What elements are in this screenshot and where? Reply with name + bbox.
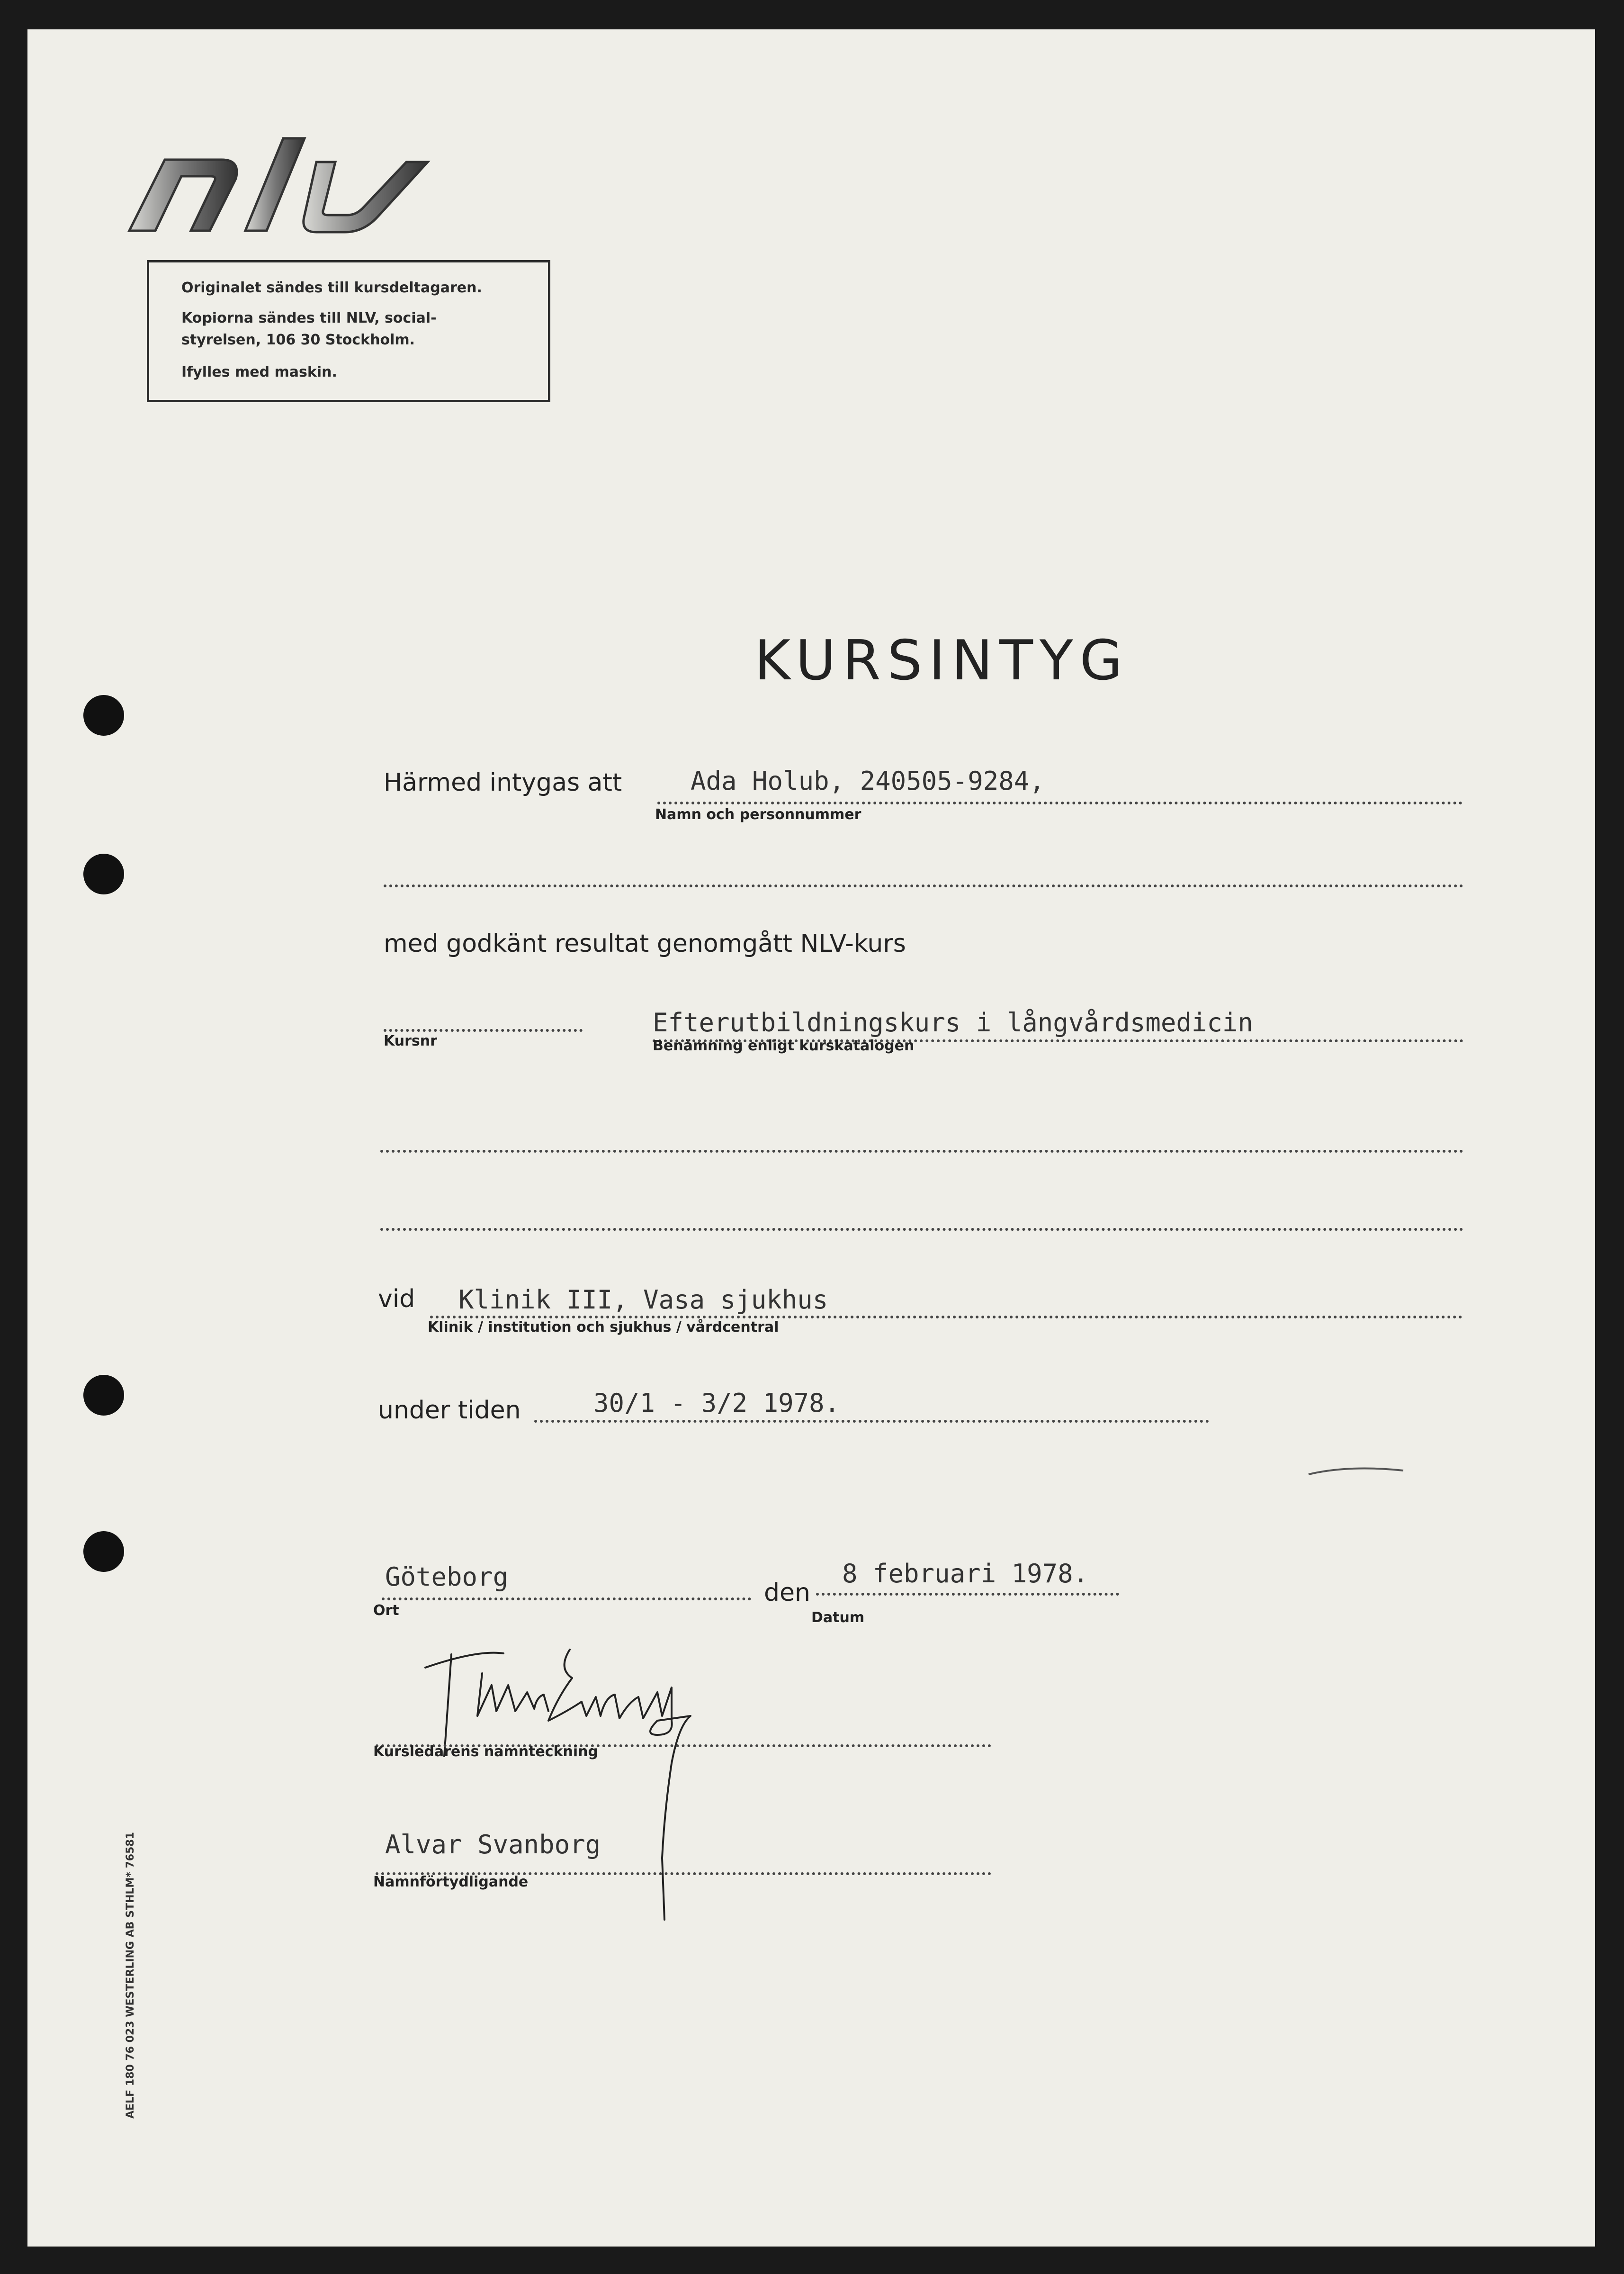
den-label: den xyxy=(764,1579,810,1607)
place-caption: Ort xyxy=(373,1602,399,1619)
period-value: 30/1 - 3/2 1978. xyxy=(593,1388,840,1418)
binder-hole-1 xyxy=(83,695,124,736)
binder-hole-4 xyxy=(83,1531,124,1572)
location-line xyxy=(430,1316,1462,1318)
name-line xyxy=(657,802,1462,804)
instruction-line-1: Originalet sändes till kursdeltagaren. xyxy=(181,280,482,296)
side-print: AELF 180 76 023 WESTERLING AB STHLM* 76581 xyxy=(125,1832,136,2119)
document-sheet xyxy=(27,29,1595,2247)
course-name-value: Efterutbildningskurs i långvårdsmedicin xyxy=(653,1008,1253,1038)
course-name-caption: Benämning enligt kurskatalogen xyxy=(653,1038,915,1054)
name-value: Ada Holub, 240505-9284, xyxy=(691,766,1045,796)
clarification-caption: Namnförtydligande xyxy=(373,1874,529,1890)
clarification-value: Alvar Svanborg xyxy=(385,1830,601,1859)
location-caption: Klinik / institution och sjukhus / vårdcentral xyxy=(428,1319,779,1336)
instruction-line-2: Kopiorna sändes till NLV, social- xyxy=(181,310,437,326)
date-value: 8 februari 1978. xyxy=(842,1559,1089,1588)
place-line xyxy=(382,1597,751,1600)
course-line-3 xyxy=(380,1228,1463,1231)
name-line-2 xyxy=(384,884,1463,887)
binder-hole-2 xyxy=(83,854,124,894)
date-caption: Datum xyxy=(811,1609,865,1626)
passed-text: med godkänt resultat genomgått NLV-kurs xyxy=(384,929,906,958)
period-line xyxy=(534,1420,1209,1423)
document-title: KURSINTYG xyxy=(754,629,1129,693)
course-number-caption: Kursnr xyxy=(384,1033,437,1049)
course-number-line xyxy=(384,1029,583,1032)
signature-caption: Kursledarens namnteckning xyxy=(373,1743,598,1760)
name-caption: Namn och personnummer xyxy=(655,806,861,823)
instruction-line-3: styrelsen, 106 30 Stockholm. xyxy=(181,332,415,348)
nlv-logo xyxy=(120,124,461,238)
instruction-line-4: Ifylles med maskin. xyxy=(181,364,337,380)
date-line xyxy=(816,1593,1119,1596)
instruction-box xyxy=(147,260,550,402)
location-label: vid xyxy=(378,1285,415,1313)
binder-hole-3 xyxy=(83,1375,124,1416)
location-value: Klinik III, Vasa sjukhus xyxy=(458,1285,828,1315)
place-value: Göteborg xyxy=(385,1562,509,1592)
period-label: under tiden xyxy=(378,1396,521,1425)
pen-mark xyxy=(1306,1460,1410,1479)
course-line-2 xyxy=(380,1150,1463,1153)
certify-label: Härmed intygas att xyxy=(384,768,622,797)
